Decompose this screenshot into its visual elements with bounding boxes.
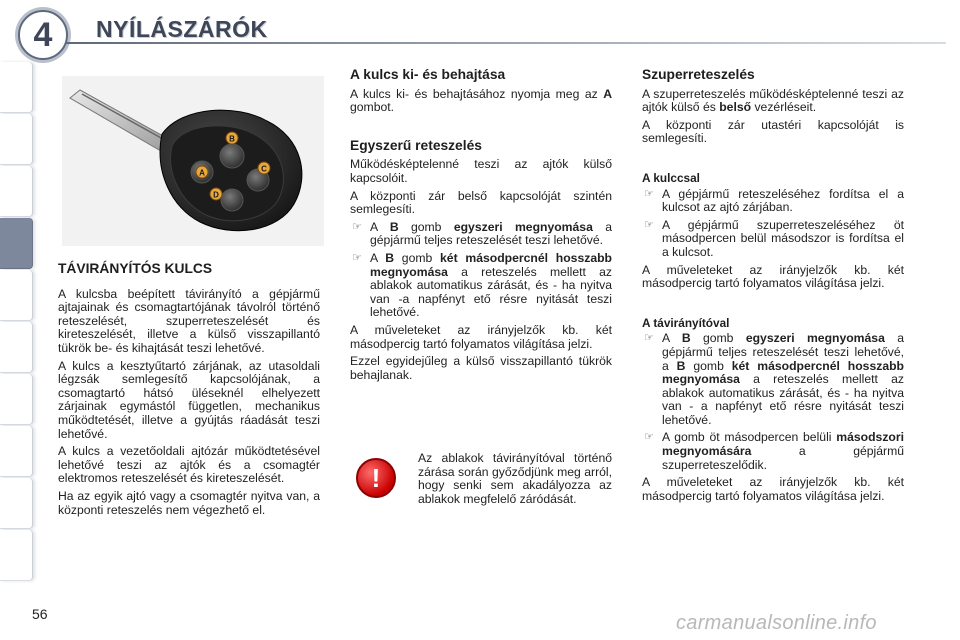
warning-text: Az ablakok távirányítóval történő zárása során győződjünk meg arról, hogy senki sem akadályozza az ablakok megfelelő záródását. bbox=[418, 451, 612, 506]
paragraph: Ezzel egyidejűleg a külső visszapillantó tükrök behajlanak. bbox=[350, 354, 612, 382]
exclamation-warning-icon: ! bbox=[356, 458, 396, 498]
chapter-tab[interactable] bbox=[0, 478, 33, 529]
subsection-title-with-remote: A távirányítóval bbox=[642, 315, 730, 330]
page-number: 56 bbox=[32, 606, 48, 622]
paragraph: A műveleteket az irányjelzők kb. két másodpercig tartó folyamatos világítása jelzi. bbox=[642, 262, 904, 291]
pointing-hand-icon: ☞ bbox=[644, 431, 654, 444]
paragraph: A kulcs ki- és behajtásához nyomja meg az A gombot. bbox=[350, 86, 612, 115]
pointing-hand-icon: ☞ bbox=[644, 187, 654, 200]
bullet-item: ☞ A gépjármű reteszeléséhez fordítsa el a kulcsot az ajtó zárjában. bbox=[644, 186, 904, 215]
key-label-c: C bbox=[261, 164, 267, 174]
chapter-tab[interactable] bbox=[0, 530, 33, 581]
paragraph: Ha az egyik ajtó vagy a csomagtér nyitva van, a központi reteszelés nem végezhető el. bbox=[58, 488, 320, 517]
pointing-hand-icon: ☞ bbox=[644, 332, 654, 345]
chapter-tab[interactable] bbox=[0, 114, 33, 165]
key-label-d: D bbox=[213, 190, 219, 200]
paragraph: A központi zár utastéri kapcsolóját is semlegesíti. bbox=[642, 117, 904, 146]
pointing-hand-icon: ☞ bbox=[352, 251, 362, 264]
chapter-tab[interactable] bbox=[0, 426, 33, 477]
paragraph: A szuperreteszelés működésképtelenné teszi az ajtók külső és belső vezérléseit. bbox=[642, 86, 904, 115]
remote-key-illustration bbox=[62, 76, 324, 246]
paragraph: A kulcsba beépített távirányító a gépjármű ajtajainak és csomagtartójának távolról történő reteszelését, szuperreteszelését és kireteszelését, illetve a külső visszapillantó tükrök be- és kihajtását teszi lehetővé. bbox=[58, 286, 320, 355]
chapter-tab[interactable] bbox=[0, 62, 33, 113]
chapter-tab[interactable] bbox=[0, 374, 33, 425]
remote-key-photo bbox=[62, 76, 324, 246]
middle-column bbox=[350, 68, 612, 386]
chapter-number-badge: 4 bbox=[18, 10, 68, 60]
bullet-item: ☞ A B gomb egyszeri megnyomása a gépjármű teljes reteszelését teszi lehetővé. bbox=[352, 219, 612, 248]
subsection-title-with-key: A kulccsal bbox=[642, 170, 700, 185]
chapter-tab[interactable] bbox=[0, 270, 33, 321]
chapter-tab-active[interactable] bbox=[0, 218, 33, 269]
chapter-tab[interactable] bbox=[0, 322, 33, 373]
right-column bbox=[642, 68, 904, 507]
paragraph: A kulcs a vezetőoldali ajtózár működtetésével lehetővé teszi az ajtók és a csomagtér elektromos reteszelését és kireteszelését. bbox=[58, 444, 320, 486]
section-title-simple-lock: Egyszerű reteszelés bbox=[350, 137, 482, 153]
key-label-b: B bbox=[229, 134, 235, 144]
paragraph: A műveleteket az irányjelzők kb. két másodpercig tartó folyamatos világítása jelzi. bbox=[642, 475, 904, 503]
paragraph: A központi zár belső kapcsolóját szintén semlegesíti. bbox=[350, 188, 612, 217]
section-title-key-fold: A kulcs ki- és behajtása bbox=[350, 67, 506, 82]
pointing-hand-icon: ☞ bbox=[644, 218, 654, 231]
left-column bbox=[58, 262, 320, 521]
key-label-a: A bbox=[199, 168, 205, 178]
warning-box bbox=[352, 448, 612, 528]
paragraph: A műveleteket az irányjelzők kb. két másodpercig tartó folyamatos világítása jelzi. bbox=[350, 322, 612, 351]
paragraph: Működésképtelenné teszi az ajtók külső kapcsolóit. bbox=[350, 157, 612, 185]
chapter-title: NYÍLÁSZÁRÓK bbox=[96, 16, 268, 42]
bullet-item: ☞ A B gomb egyszeri megnyomása a gépjármű teljes reteszelését teszi lehetővé, a B gomb két másodpercnél hosszabb megnyomása a reteszelés mellett az ablakok automatikus zárását, és - ha nyitva van - a napfényt ető résre nyitását teszi lehetővé. bbox=[644, 331, 904, 427]
page-header bbox=[0, 0, 960, 60]
chapter-tabs bbox=[0, 0, 40, 640]
section-title-remote-key: TÁVIRÁNYÍTÓS KULCS bbox=[58, 261, 213, 276]
bullet-item: ☞ A gomb öt másodpercen belüli másodszori megnyomására a gépjármű szuperreteszelődik. bbox=[644, 430, 904, 472]
paragraph: A kulcs a kesztyűtartó zárjának, az utasoldali légzsák semlegesítő kapcsolójának, a csomagtartó hátsó üléseknél elhelyezett zárjainak egymástól független, mechanikus működtetését, illetve a gyújtás ráadását teszi lehetővé. bbox=[58, 358, 320, 441]
pointing-hand-icon: ☞ bbox=[352, 220, 362, 233]
watermark: carmanualsonline.info bbox=[676, 612, 877, 634]
bullet-item: ☞ A gépjármű szuperreteszeléséhez öt másodpercen belül másodszor is fordítsa el a kulcsot. bbox=[644, 217, 904, 259]
bullet-item: ☞ A B gomb két másodpercnél hosszabb megnyomása a reteszelés mellett az ablakok automatikus zárását, és - ha nyitva van -a napfényt ető résre nyitását teszi lehetővé. bbox=[352, 250, 612, 320]
chapter-tab[interactable] bbox=[0, 166, 33, 217]
section-title-deadlock: Szuperreteszelés bbox=[642, 67, 755, 82]
